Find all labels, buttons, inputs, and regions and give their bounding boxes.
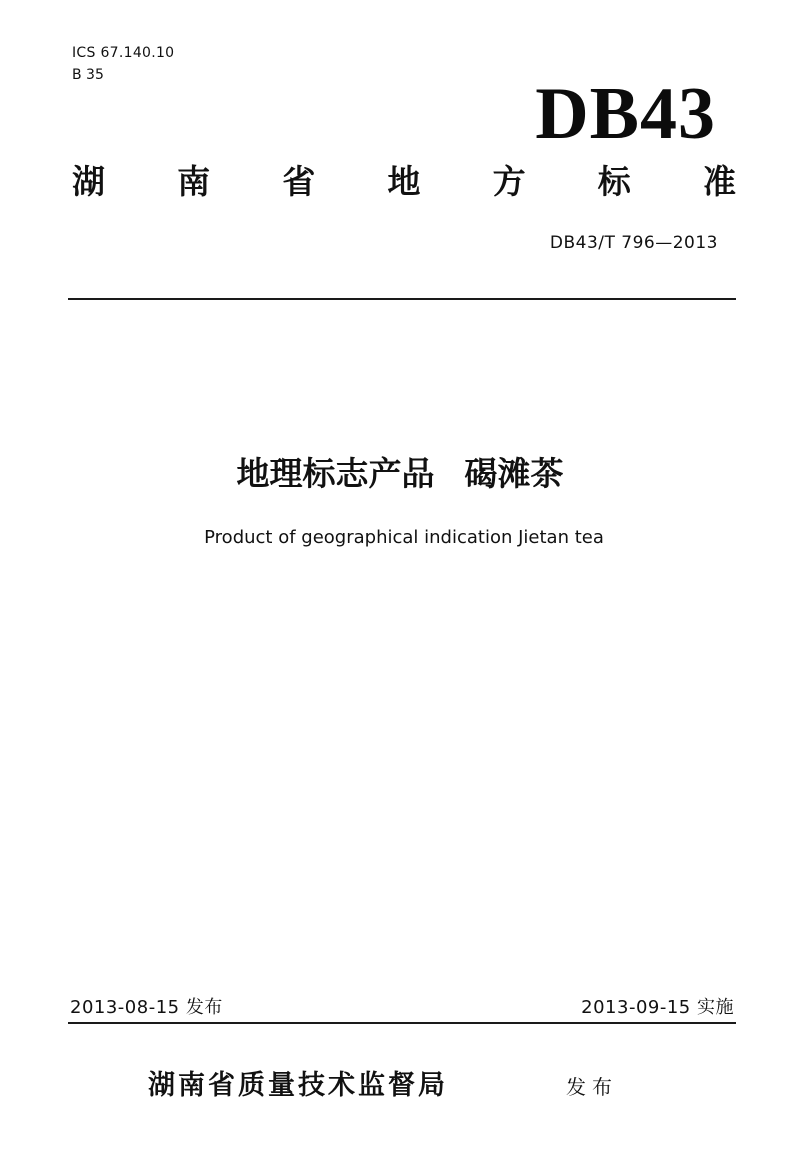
top-divider	[68, 298, 736, 300]
standard-type-char: 地	[387, 162, 421, 201]
standard-type-char: 标	[597, 162, 631, 201]
issue-date: 2013-08-15 发布	[70, 997, 223, 1018]
implementation-date: 2013-09-15 实施	[581, 997, 734, 1018]
issuing-authority-suffix: 发布	[566, 1075, 618, 1099]
document-title-cn	[0, 452, 800, 496]
document-title-en: Product of geographical indication Jietan tea	[204, 527, 604, 548]
standard-type-heading	[72, 160, 736, 204]
standard-type-char: 方	[492, 162, 526, 201]
ics-code: ICS 67.140.10	[72, 45, 175, 61]
db-standard-mark: DB43	[535, 73, 716, 155]
standard-type-char: 准	[702, 162, 736, 201]
standard-type-char: 南	[177, 162, 211, 201]
issuing-authority: 湖南省质量技术监督局	[148, 1070, 448, 1101]
standard-number: DB43/T 796—2013	[549, 233, 718, 253]
title-cn-part1: 地理标志产品	[236, 454, 435, 493]
standard-type-char: 省	[282, 162, 316, 201]
ccs-code: B 35	[72, 67, 104, 83]
bottom-divider	[68, 1022, 736, 1024]
standard-type-char: 湖	[72, 162, 105, 201]
title-cn-part2: 碣滩茶	[464, 454, 564, 493]
